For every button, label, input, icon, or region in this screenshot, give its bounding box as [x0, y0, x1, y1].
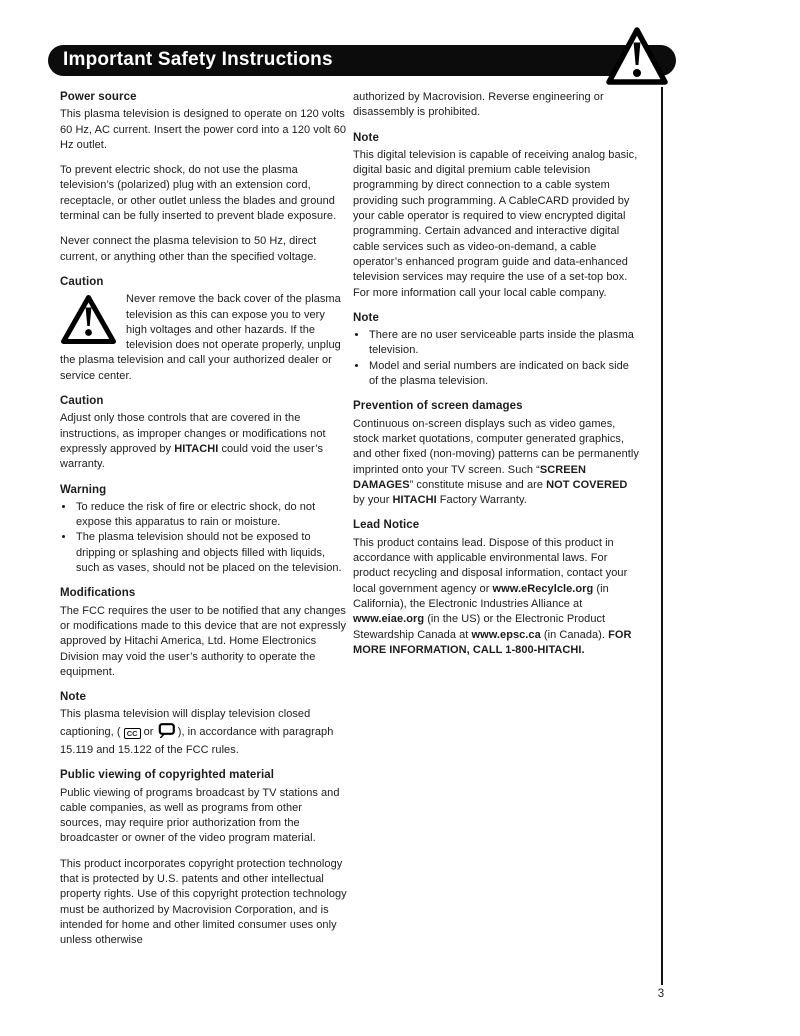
cc-icon: CC	[124, 728, 141, 739]
left-column	[60, 90, 347, 959]
paragraph-note-cc	[60, 707, 347, 758]
warning-bullet-2: • The plasma television should not be exposed to dripping or splashing and objects filled with liquids, such as vases, should not be placed on the television.	[75, 530, 347, 576]
warning-bullet-list	[60, 500, 347, 576]
note-cc-text-before: This plasma television will display television closed captioning, (	[60, 708, 311, 738]
paragraph-public-viewing: Public viewing of programs broadcast by TV stations and cable companies, as well as programs from other sources, may require prior authorization from the broadcaster or owner of the video program material.	[60, 786, 340, 845]
paragraph-modifications: The FCC requires the user to be notified that any changes or modifications made to this device that are not expressly approved by Hitachi America, Ltd. Home Electronics Division may void the user’s authority to operate the equipment.	[60, 604, 347, 678]
section-heading-power-source: Power source	[60, 91, 137, 103]
paragraph-power-source-3: Never connect the plasma television to 50 Hz, direct current, or anything other than the specified voltage.	[60, 235, 317, 263]
section-heading-caution-1: Caution	[60, 275, 104, 288]
section-heading-modifications: Modifications	[60, 587, 136, 600]
paragraph-copyright-protection: This product incorporates copyright protection technology that is protected by U.S. patents and other intellectual property rights. Use of this copyright protection technology must be authorized by Macrovision Corporation, and is intended for home and other limited consumer uses only unless otherwise	[60, 857, 347, 947]
right-column	[353, 90, 641, 668]
note-cc-text-after: ), in accordance with paragraph 15.119 and 15.122 of the FCC rules.	[60, 725, 334, 756]
paragraph-caution-2: Adjust only those controls that are covered in the instructions, as improper changes or modifications not expressly approved by HITACHI could void the user’s warranty.	[60, 412, 326, 471]
paragraph-power-source-2: To prevent electric shock, do not use the plasma television’s (polarized) plug with an extension cord, receptacle, or other outlet unless the blades and ground terminal can be fully inserted to prevent blade exposure.	[60, 164, 337, 223]
section-heading-screen-damages: Prevention of screen damages	[353, 400, 523, 413]
paragraph-power-source-1: This plasma television is designed to operate on 120 volts 60 Hz, AC current. Insert the power cord into a 120 volt 60 Hz outlet.	[60, 108, 347, 151]
warning-triangle-icon	[606, 26, 668, 88]
section-heading-lead-notice: Lead Notice	[353, 519, 420, 532]
note-service-bullet-list	[353, 328, 641, 389]
section-heading-note-cc: Note	[60, 691, 86, 704]
section-heading-warning: Warning	[60, 483, 107, 496]
page-title: Important Safety Instructions	[63, 49, 333, 70]
paragraph-screen-damages: Continuous on-screen displays such as video games, stock market quotations, computer generated graphics, and other fixed (non-moving) patterns can be permanently imprinted onto your TV screen. Such “SCREEN DAMAGES” constitute misuse and are NOT COVERED by your HITACHI Factory Warranty.	[353, 417, 639, 507]
caption-box-icon	[157, 723, 175, 743]
page-number: 3	[657, 988, 665, 1000]
section-heading-public-viewing: Public viewing of copyrighted material	[60, 769, 275, 782]
caution-triangle-icon	[60, 294, 117, 345]
page-edge-rule	[661, 87, 663, 985]
paragraph-lead-notice: This product contains lead. Dispose of this product in accordance with applicable environmental laws. For product recycling and disposal information, contact your local government agency or www.eRecylcle.org (in California), the Electronic Industries Alliance at www.eiae.org (in the US) or the Electronic Product Stewardship Canada at www.epsc.ca (in Canada). FOR MORE INFORMATION, CALL 1-800-HITACHI.	[353, 536, 632, 656]
note-cc-text-middle: or	[140, 725, 157, 738]
note-service-bullet-2: • Model and serial numbers are indicated on back side of the plasma television.	[368, 359, 641, 390]
paragraph-macrovision-continued: authorized by Macrovision. Reverse engineering or disassembly is prohibited.	[353, 91, 604, 119]
warning-bullet-1: • To reduce the risk of fire or electric shock, do not expose this apparatus to rain or moisture.	[75, 500, 347, 531]
note-service-bullet-1: • There are no user serviceable parts inside the plasma television.	[368, 328, 641, 359]
section-heading-note-service: Note	[353, 311, 379, 324]
section-heading-note-cable: Note	[353, 131, 379, 144]
section-heading-caution-2: Caution	[60, 395, 104, 408]
caution-1-text: Never remove the back cover of the plasma television as this can expose you to very high voltages and other hazards. If the television does not operate properly, unplug the plasma television and call your authorized dealer or service center.	[60, 293, 341, 382]
section-title-bar	[48, 45, 676, 76]
paragraph-note-cable: This digital television is capable of receiving analog basic, digital basic and digital premium cable television programming by direct connection to a cable system providing such programming. A CableCARD provided by your cable operator is required to view encrypted digital programming. Certain advanced and interactive digital cable services such as video-on-demand, a cable operator’s enhanced program guide and data-enhanced television services may require the use of a set-top box. For more information call your local cable company.	[353, 148, 638, 299]
paragraph-caution-1	[60, 292, 347, 384]
